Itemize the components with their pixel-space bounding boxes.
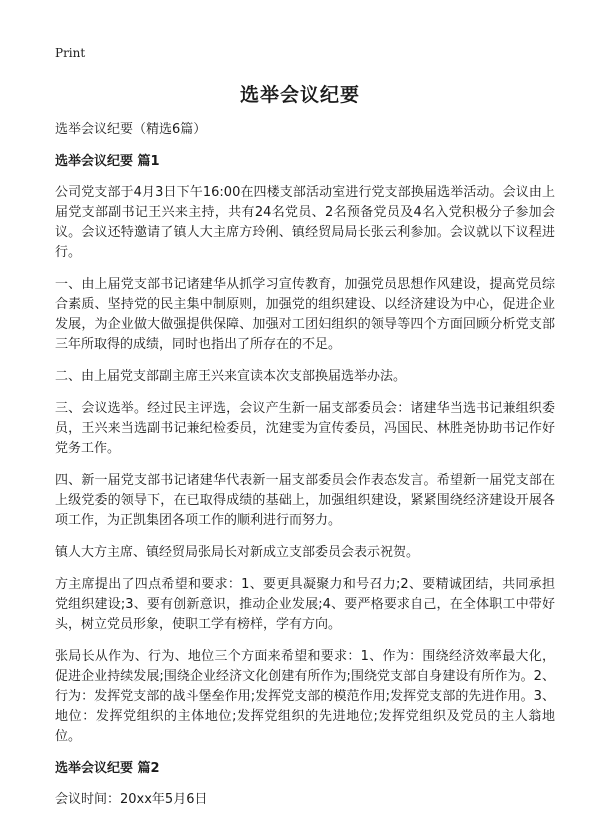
document-subtitle: 选举会议纪要（精选6篇） [55, 122, 207, 137]
paragraph: 四、新一届党支部书记诸建华代表新一届支部委员会作表态发言。希望新一届党支部在上级党委的领导下，在已取得成绩的基础上，加强组织建设，紧紧围绕经济建设开展各项工作，为正凯集团各项工作的顺利进行而努力。 [55, 473, 555, 528]
paragraph: 公司党支部于4月3日下午16:00在四楼支部活动室进行党支部换届选举活动。会议由上届党支部副书记王兴来主持，共有24名党员、2名预备党员及4名入党积极分子参加会议。会议还特邀请了镇人大主席方玲俐、镇经贸局局长张云利参加。会议就以下议程进行。 [55, 185, 555, 260]
paragraph: 一、由上届党支部书记诸建华从抓学习宣传教育，加强党员思想作风建设，提高党员综合素质、坚持党的民主集中制原则，加强党的组织建设、以经济建设为中心，促进企业发展，为企业做大做强提供保障、加强对工团妇组织的领导等四个方面回顾分析党支部三年所取得的成绩，同时也指出了所存在的不足。 [55, 277, 555, 352]
section-heading: 选举会议纪要 篇1 [55, 154, 160, 169]
paragraph: 张局长从作为、行为、地位三个方面来希望和要求：1、作为：围绕经济效率最大化，促进企业持续发展;围绕企业经济文化创建有所作为;围绕党支部自身建设有所作为。2、行为：发挥党支部的战斗堡垒作用;发挥党支部的模范作用;发挥党支部的先进作用。3、地位：发挥党组织的主体地位;发挥党组织的先进地位;发挥党组织及党员的主人翁地位。 [55, 649, 555, 744]
paragraph: 镇人大方主席、镇经贸局张局长对新成立支部委员会表示祝贺。 [55, 545, 420, 560]
print-link[interactable]: Print [55, 46, 86, 60]
paragraph: 方主席提出了四点希望和要求：1、要更具凝聚力和号召力;2、要精诚团结，共同承担党组织建设;3、要有创新意识，推动企业发展;4、要严格要求自己，在全体职工中带好头，树立党员形象，使职工学有榜样，学有方向。 [55, 577, 555, 632]
document-body [55, 120, 555, 822]
paragraph: 三、会议选举。经过民主评选，会议产生新一届支部委员会：诸建华当选书记兼组织委员，王兴来当选副书记兼纪检委员，沈建雯为宣传委员，冯国民、林胜尧协助书记作好党务工作。 [55, 401, 555, 456]
page-title: 选举会议纪要 [239, 84, 360, 106]
paragraph: 会议时间：20xx年5月6日 [55, 792, 208, 807]
paragraph: 二、由上届党支部副主席王兴来宣读本次支部换届选举办法。 [55, 369, 407, 384]
section-heading: 选举会议纪要 篇2 [55, 761, 160, 776]
